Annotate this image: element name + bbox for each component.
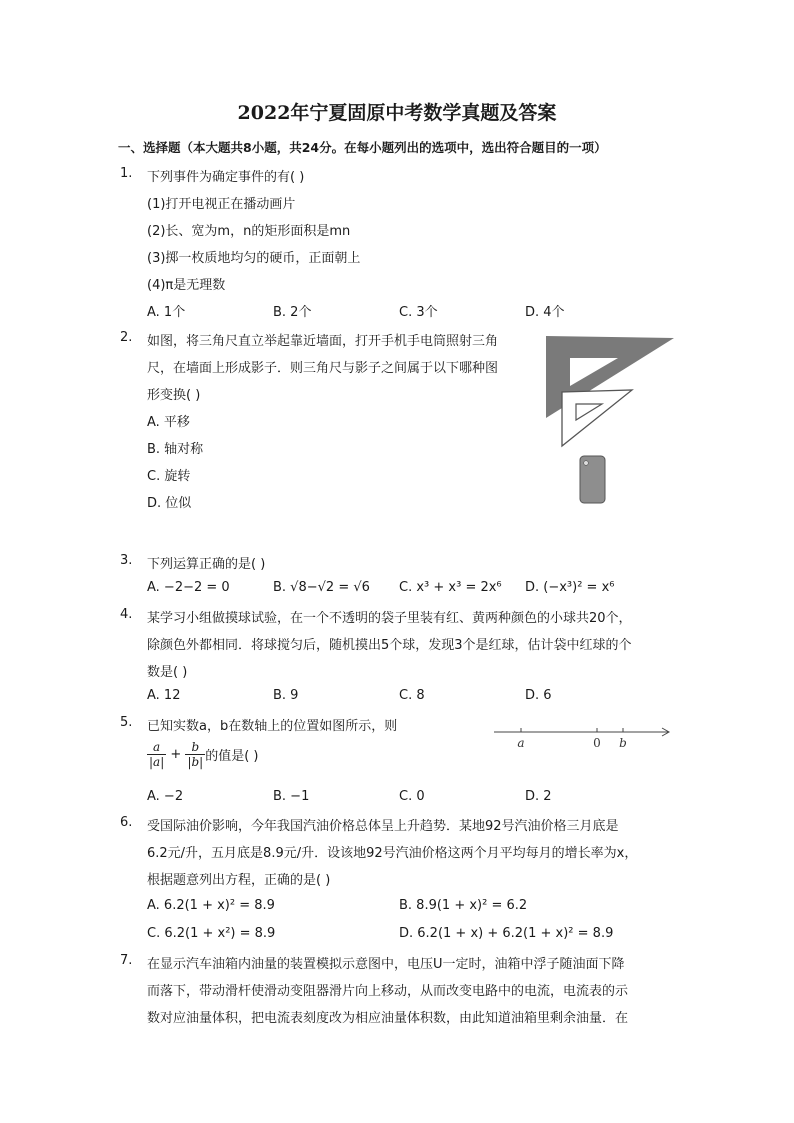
- question-stem-line: 6.2元/升，五月底是8.9元/升．设该地92号汽油价格这两个月平均每月的增长率为x，: [147, 846, 638, 861]
- question-stem-tail: 的值是( ): [205, 749, 259, 764]
- list-item: (2)长、宽为m，n的矩形面积是mn: [147, 224, 351, 239]
- question-stem-line: 形变换( ): [147, 388, 201, 403]
- list-item: (4)π是无理数: [147, 278, 226, 293]
- list-item: (3)掷一枚质地均匀的硬币，正面朝上: [147, 251, 361, 266]
- question-number: 4.: [120, 607, 133, 622]
- question-number: 2.: [120, 330, 133, 345]
- option-a: A. −2−2 = 0: [147, 580, 230, 595]
- flashlight-icon: [584, 461, 589, 466]
- question-stem: 下列运算正确的是( ): [147, 557, 266, 572]
- option-c: C. x³ + x³ = 2x⁶: [399, 580, 502, 595]
- question-stem-line: 而落下，带动滑杆使滑动变阻器滑片向上移动，从而改变电路中的电流，电流表的示: [147, 984, 629, 999]
- option-d: D. (−x³)² = x⁶: [525, 580, 615, 595]
- question-stem-line: 受国际油价影响，今年我国汽油价格总体呈上升趋势．某地92号汽油价格三月底是: [147, 819, 619, 834]
- axis-label-a: a: [517, 736, 525, 750]
- option-a: A. 12: [147, 688, 181, 703]
- number-line: [490, 722, 675, 752]
- axis-label-b: b: [619, 736, 627, 750]
- option-b: B. 9: [273, 688, 299, 703]
- axis-label-zero: 0: [593, 736, 601, 750]
- option-b: B. −1: [273, 789, 310, 804]
- option-c: C. 旋转: [147, 469, 191, 484]
- question-stem-line: 除颜色外都相同．将球搅匀后，随机摸出5个球，发现3个是红球，估计袋中红球的个: [147, 638, 632, 653]
- list-item: (1)打开电视正在播动画片: [147, 197, 296, 212]
- fraction-denominator: |a|: [149, 755, 165, 769]
- page-title: 2022年宁夏固原中考数学真题及答案: [237, 102, 557, 124]
- fraction-denominator: |b|: [187, 755, 204, 769]
- option-d: D. 2: [525, 789, 552, 804]
- fraction-b: [185, 740, 205, 769]
- option-d: D. 6: [525, 688, 552, 703]
- question-stem-line: 已知实数a，b在数轴上的位置如图所示，则: [147, 719, 398, 734]
- question-number: 7.: [120, 953, 133, 968]
- option-d: D. 位似: [147, 496, 192, 511]
- question-stem-line: 如图，将三角尺直立举起靠近墙面，打开手机手电筒照射三角: [147, 334, 499, 349]
- option-c: C. 8: [399, 688, 425, 703]
- option-c: C. 3个: [399, 305, 438, 320]
- question-stem-line: 在显示汽车油箱内油量的装置模拟示意图中，电压U一定时，油箱中浮子随油面下降: [147, 957, 625, 972]
- option-a: A. 平移: [147, 415, 190, 430]
- question-stem-line: 尺，在墙面上形成影子．则三角尺与影子之间属于以下哪种图: [147, 361, 499, 376]
- question-number: 5.: [120, 715, 133, 730]
- fraction-numerator: a: [147, 740, 166, 755]
- question-stem-line: 根据题意列出方程，正确的是( ): [147, 873, 331, 888]
- option-a: A. −2: [147, 789, 184, 804]
- fraction-expression: [147, 740, 259, 769]
- plus-sign: +: [170, 747, 182, 762]
- question-number: 3.: [120, 553, 133, 568]
- option-b: B. 轴对称: [147, 442, 204, 457]
- question-stem-line: 某学习小组做摸球试验，在一个不透明的袋子里装有红、黄两种颜色的小球共20个，: [147, 611, 632, 626]
- option-c: C. 6.2(1 + x²) = 8.9: [147, 926, 276, 941]
- question-stem-line: 数对应油量体积，把电流表刻度改为相应油量体积数，由此知道油箱里剩余油量．在: [147, 1011, 629, 1026]
- option-a: A. 6.2(1 + x)² = 8.9: [147, 898, 275, 913]
- option-b: B. 2个: [273, 305, 312, 320]
- question-stem: 下列事件为确定事件的有( ): [147, 170, 305, 185]
- option-b: B. √8−√2 = √6: [273, 580, 370, 595]
- fraction-a: [147, 740, 166, 769]
- triangle-shadow-figure: [540, 334, 680, 509]
- question-number: 1.: [120, 166, 133, 181]
- option-d: D. 6.2(1 + x) + 6.2(1 + x)² = 8.9: [399, 926, 614, 941]
- question-stem-line: 数是( ): [147, 665, 188, 680]
- fraction-numerator: b: [185, 740, 205, 755]
- option-d: D. 4个: [525, 305, 565, 320]
- question-number: 6.: [120, 815, 133, 830]
- option-b: B. 8.9(1 + x)² = 6.2: [399, 898, 528, 913]
- section-header: 一、选择题（本大题共8小题，共24分。在每小题列出的选项中，选出符合题目的一项）: [118, 140, 607, 155]
- option-a: A. 1个: [147, 305, 186, 320]
- triangle-ruler: [562, 390, 632, 446]
- option-c: C. 0: [399, 789, 425, 804]
